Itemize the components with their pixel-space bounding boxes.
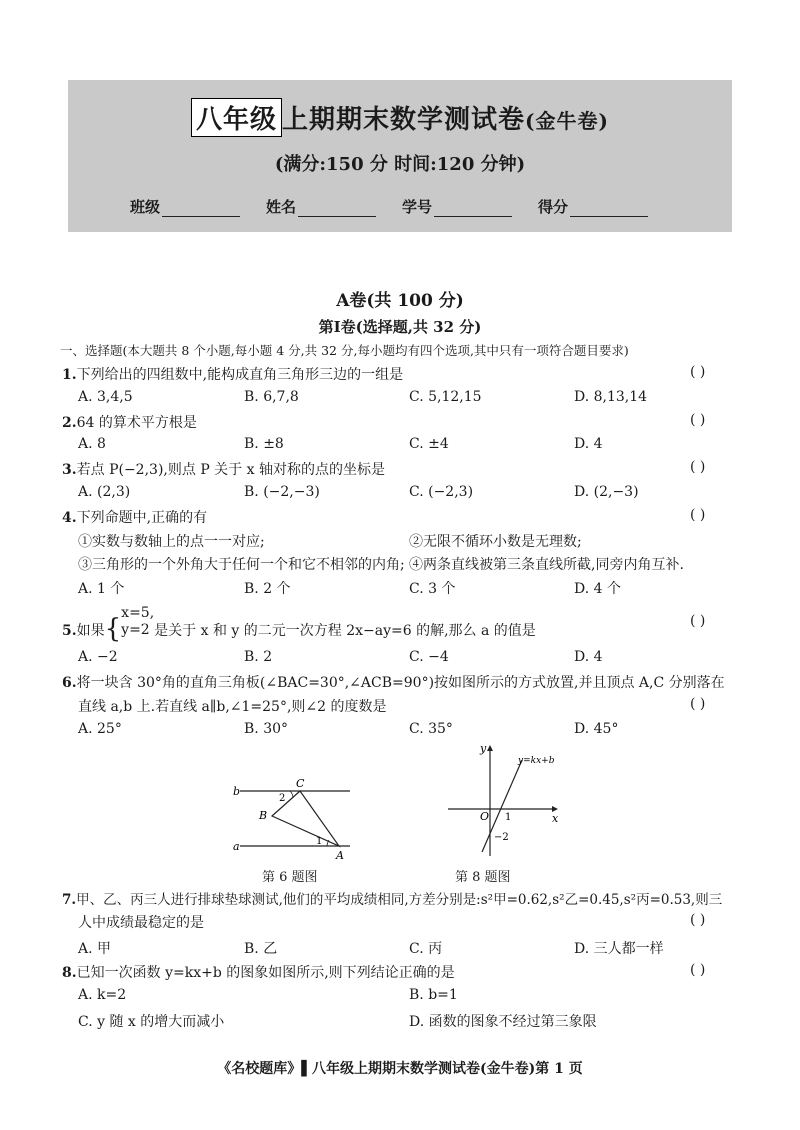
q6-stem-line1 <box>62 672 725 692</box>
field-score <box>538 196 648 217</box>
q7-text1: 甲、乙、丙三人进行排球垫球测试,他们的平均成绩相同,方差分别是:s²甲=0.62,s²乙=0.45,s²丙=0.53,则三 <box>76 892 723 908</box>
q5-brace: { <box>104 614 122 644</box>
label-vertex-a: A <box>336 849 344 862</box>
field-name <box>266 196 376 217</box>
grade-label: 八年级 <box>191 98 282 137</box>
label-function: y=kx+b <box>518 756 555 766</box>
q2-option-b: B. ±8 <box>244 436 284 452</box>
q4-answer-paren[interactable]: ( ) <box>690 507 706 523</box>
q8-stem <box>62 962 455 982</box>
q4-option-c: C. 3 个 <box>409 581 456 597</box>
q3-option-b: B. (−2,−3) <box>244 484 320 500</box>
q6-option-c: C. 35° <box>409 721 453 737</box>
field-class <box>130 196 240 217</box>
q7-number: 7. <box>62 892 77 908</box>
label-angle-1: 1 <box>316 836 323 847</box>
figure-8-caption: 第 8 题图 <box>455 870 511 885</box>
q4-option-a: A. 1 个 <box>78 581 125 597</box>
q5-eq1: x=5, <box>121 605 155 621</box>
q2-option-c: C. ±4 <box>409 436 449 452</box>
q2-text: 64 的算术平方根是 <box>76 415 197 431</box>
q8-text: 已知一次函数 y=kx+b 的图象如图所示,则下列结论正确的是 <box>76 965 455 981</box>
q7-stem-line2: 人中成绩最稳定的是 <box>78 915 204 931</box>
q5-prefix: 如果 <box>76 623 105 639</box>
q8-answer-paren[interactable]: ( ) <box>690 962 706 978</box>
q3-answer-paren[interactable]: ( ) <box>690 459 706 475</box>
field-score-blank[interactable] <box>570 202 648 217</box>
q6-option-d: D. 45° <box>574 721 619 737</box>
q8-option-d: D. 函数的图象不经过第三象限 <box>409 1014 597 1030</box>
q5-number: 5. <box>62 623 77 639</box>
field-class-label: 班级 <box>130 198 161 216</box>
label-x: x <box>552 812 559 825</box>
y-axis-arrow <box>487 745 493 751</box>
q2-answer-paren[interactable]: ( ) <box>690 412 706 428</box>
page-footer: 《名校题库》▌八年级上期期末数学测试卷(金牛卷)第 1 页 <box>217 1061 583 1077</box>
q5-option-b: B. 2 <box>244 649 273 665</box>
student-fields <box>130 196 648 217</box>
field-name-label: 姓名 <box>266 198 297 216</box>
exam-subtitle: (满分:150 分 时间:120 分钟) <box>274 154 526 175</box>
q4-statement-2: ②无限不循环小数是无理数; <box>409 534 582 550</box>
q4-number: 4. <box>62 510 77 526</box>
q7-option-a: A. 甲 <box>78 941 112 957</box>
q6-option-a: A. 25° <box>78 721 122 737</box>
q1-stem <box>62 364 403 384</box>
q4-option-b: B. 2 个 <box>244 581 291 597</box>
exam-title <box>68 98 732 137</box>
title-main: 上期期末数学测试卷 <box>282 105 526 135</box>
label-y: y <box>480 742 487 755</box>
field-id-blank[interactable] <box>434 202 512 217</box>
q2-number: 2. <box>62 415 77 431</box>
figure-6-caption: 第 6 题图 <box>262 870 318 885</box>
q7-option-d: D. 三人都一样 <box>574 941 664 957</box>
q1-option-c: C. 5,12,15 <box>409 389 482 405</box>
exam-header <box>68 80 732 232</box>
q7-option-b: B. 乙 <box>244 941 278 957</box>
q8-option-a: A. k=2 <box>78 987 127 1003</box>
q8-option-b: B. b=1 <box>409 987 458 1003</box>
q7-stem-line1 <box>62 888 722 908</box>
q8-option-c: C. y 随 x 的增大而减小 <box>78 1014 225 1030</box>
q4-stem <box>62 507 207 527</box>
label-origin: O <box>480 810 490 823</box>
q2-option-a: A. 8 <box>78 436 106 452</box>
q2-option-d: D. 4 <box>574 436 603 452</box>
label-c: C <box>296 777 305 790</box>
q5-option-d: D. 4 <box>574 649 603 665</box>
q3-number: 3. <box>62 462 77 478</box>
q5-text: 是关于 x 和 y 的二元一次方程 2x−ay=6 的解,那么 a 的值是 <box>154 623 536 639</box>
q6-number: 6. <box>62 675 77 691</box>
q5-eq2: y=2 <box>121 622 150 638</box>
q5-option-a: A. −2 <box>78 649 118 665</box>
title-suffix: (金牛卷) <box>525 109 609 133</box>
q5-stem <box>62 605 536 644</box>
field-id-label: 学号 <box>402 198 433 216</box>
q6-text1: 将一块含 30°角的直角三角板(∠BAC=30°,∠ACB=90°)按如图所示的方式放置,并且顶点 A,C 分别落在 <box>76 675 725 691</box>
q1-text: 下列给出的四组数中,能构成直角三角形三边的一组是 <box>76 367 404 383</box>
angle-2-arc <box>290 791 293 798</box>
q4-statement-4: ④两条直线被第三条直线所截,同旁内角互补. <box>409 557 684 573</box>
instructions: 一、选择题(本大题共 8 个小题,每小题 4 分,共 32 分,每小题均有四个选项,其中只有一项符合题目要求) <box>60 343 629 358</box>
q7-answer-paren[interactable]: ( ) <box>690 912 706 928</box>
q1-option-a: A. 3,4,5 <box>78 389 133 405</box>
q8-number: 8. <box>62 965 77 981</box>
q3-option-c: C. (−2,3) <box>409 484 474 500</box>
q3-text: 若点 P(−2,3),则点 P 关于 x 轴对称的点的坐标是 <box>76 462 385 478</box>
q4-option-d: D. 4 个 <box>574 581 621 597</box>
q3-option-d: D. (2,−3) <box>574 484 639 500</box>
field-class-blank[interactable] <box>162 202 240 217</box>
label-a: a <box>233 840 240 853</box>
field-name-blank[interactable] <box>298 202 376 217</box>
label-angle-2: 2 <box>279 793 286 804</box>
q1-answer-paren[interactable]: ( ) <box>690 364 706 380</box>
q1-number: 1. <box>62 367 77 383</box>
label-vertex-b: B <box>259 809 268 822</box>
field-score-label: 得分 <box>538 198 569 216</box>
field-id <box>402 196 512 217</box>
section-a-heading: A卷(共 100 分) <box>336 291 464 311</box>
q6-option-b: B. 30° <box>244 721 289 737</box>
q3-stem <box>62 459 385 479</box>
label-x-intercept: 1 <box>505 812 512 823</box>
q4-statement-1: ①实数与数轴上的点一一对应; <box>78 534 265 550</box>
label-b: b <box>233 785 241 798</box>
q1-option-b: B. 6,7,8 <box>244 389 299 405</box>
figure-6-diagram <box>228 776 358 862</box>
q5-option-c: C. −4 <box>409 649 449 665</box>
q5-system <box>121 605 154 639</box>
label-y-intercept: −2 <box>494 832 509 843</box>
q3-option-a: A. (2,3) <box>78 484 131 500</box>
section-1-heading: 第Ⅰ卷(选择题,共 32 分) <box>318 318 482 336</box>
q6-answer-paren[interactable]: ( ) <box>690 696 706 712</box>
q4-statement-3: ③三角形的一个外角大于任何一个和它不相邻的内角; <box>78 557 405 573</box>
q7-option-c: C. 丙 <box>409 941 443 957</box>
q2-stem <box>62 412 197 432</box>
q6-stem-line2: 直线 a,b 上.若直线 a∥b,∠1=25°,则∠2 的度数是 <box>78 699 387 715</box>
q1-option-d: D. 8,13,14 <box>574 389 648 405</box>
q4-text: 下列命题中,正确的有 <box>76 510 208 526</box>
q5-answer-paren[interactable]: ( ) <box>690 613 706 629</box>
figure-8-graph <box>440 740 564 860</box>
